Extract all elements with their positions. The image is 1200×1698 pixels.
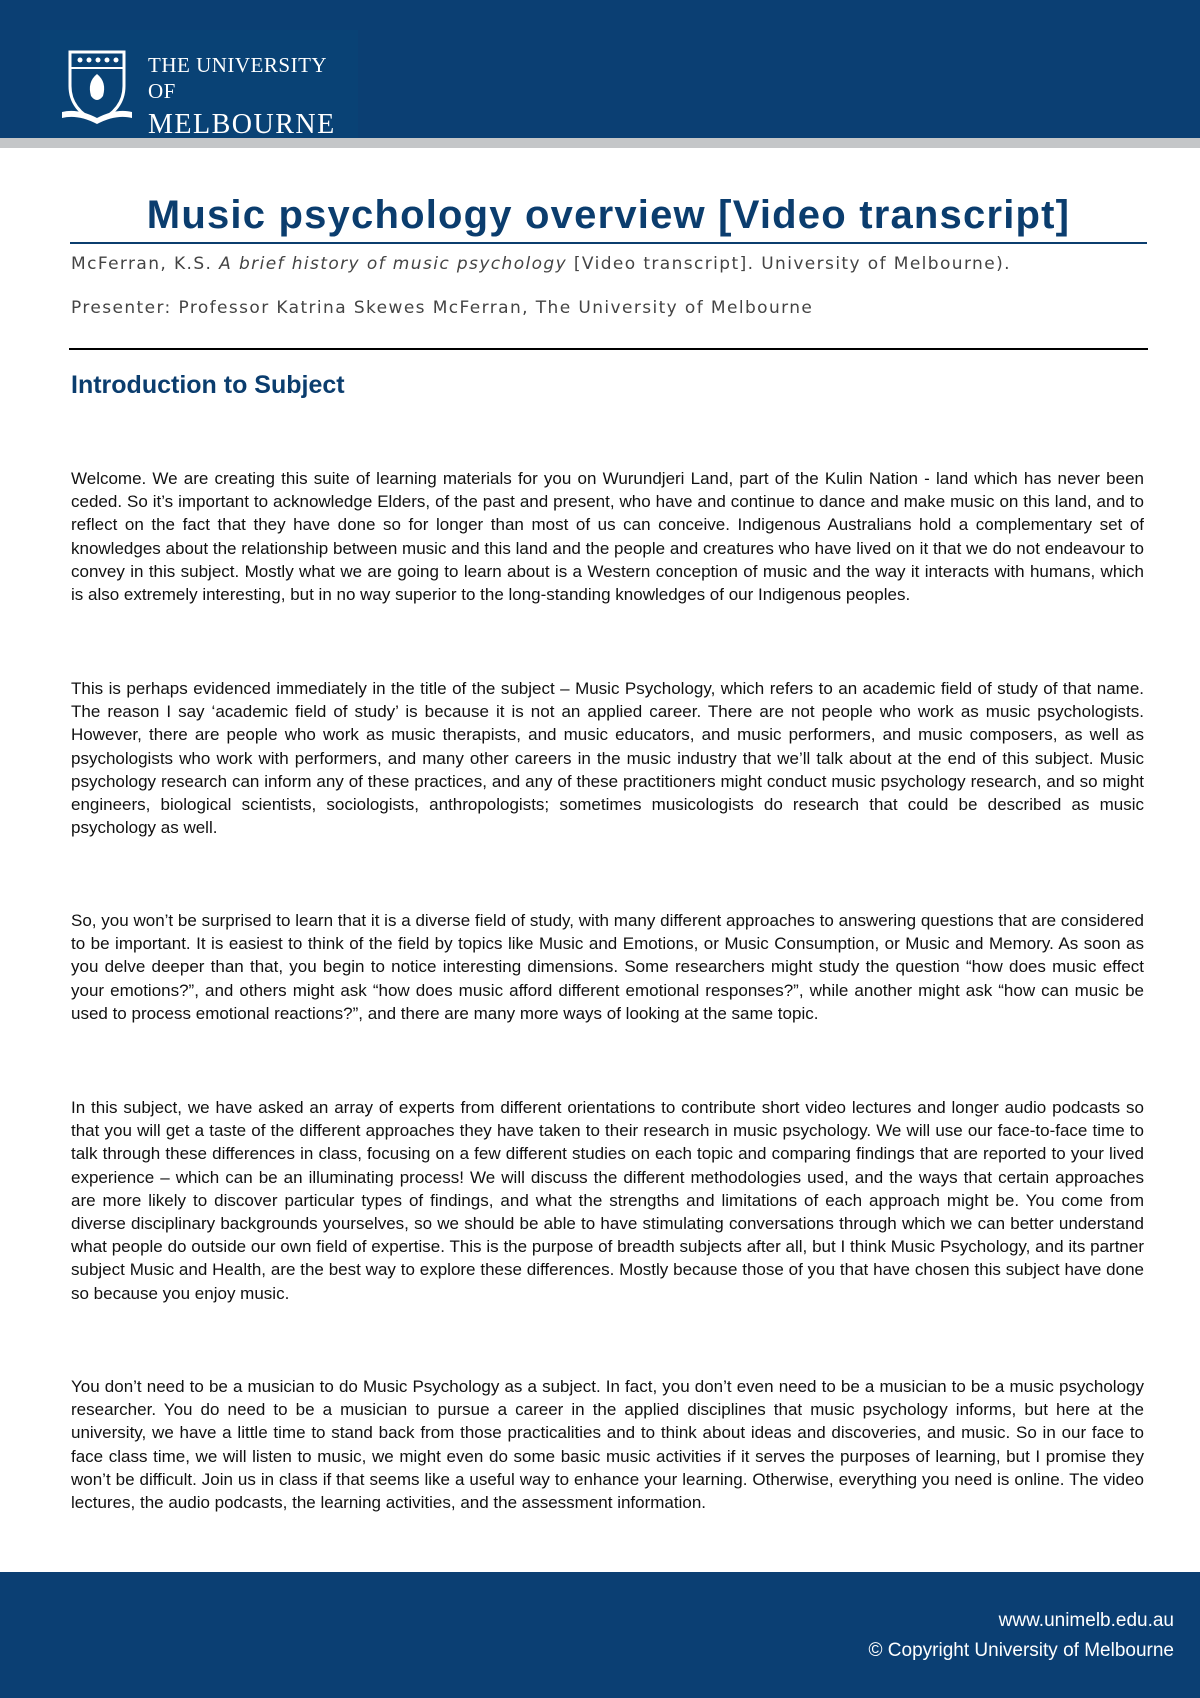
- transcript-paragraph: Welcome. We are creating this suite of learning materials for you on Wurundjeri Land, part of the Kulin Nation - land which has never been ceded. So it’s important to acknowledge Elders, of the past and present, who have and continue to dance and make music on this land, and to reflect on the fact that they have done so for longer than most of us can conceive. Indigenous Australians hold a complementary set of knowledges about the relationship between music and this land and the people and creatures who have lived on it that we do not endeavour to convey in this subject. Mostly what we are going to learn about is a Western conception of music and the way it interacts with humans, which is also extremely interesting, but in no way superior to the long-standing knowledges of our Indigenous peoples.: [71, 469, 1144, 605]
- logo-wordmark: [148, 52, 358, 142]
- title-underline: [70, 242, 1147, 244]
- citation-source: [Video transcript]. University of Melbourne).: [567, 254, 1011, 274]
- document-title: Music psychology overview [Video transcript]: [146, 193, 1071, 237]
- logo-line-2: MELBOURNE: [148, 109, 336, 140]
- transcript-paragraph: In this subject, we have asked an array of experts from different orientations to contribute short video lectures and longer audio podcasts so that you will get a taste of the different approaches they have taken to their research in music psychology. We will use our face-to-face time to talk through these differences in class, focusing on a few different studies on each topic and comparing findings that are reported to your lived experience – which can be an illuminating process! We will discuss the different methodologies used, and the ways that certain approaches are more likely to discover particular types of findings, and what the strengths and limitations of each approach might be. You come from diverse disciplinary backgrounds yourselves, so we should be able to have stimulating conversations through which we can better understand what people do outside our own field of expertise. This is the purpose of breadth subjects after all, but I think Music Psychology, and its partner subject Music and Health, are the best way to explore these differences. Mostly because those of you that have chosen this subject have done so because you enjoy music.: [71, 1098, 1144, 1303]
- transcript-paragraph: You don’t need to be a musician to do Music Psychology as a subject. In fact, you don’t even need to be a musician to be a music psychology researcher. You do need to be a musician to pursue a career in the applied disciplines that music psychology informs, but here at the university, we have a little time to stand back from those practicalities and to think about ideas and discoveries, and music. So in our face to face class time, we will listen to music, we might even do some basic music activities if it serves the purposes of learning, but I promise they won’t be difficult. Join us in class if that seems like a useful way to enhance your learning. Otherwise, everything you need is online. The video lectures, the audio podcasts, the learning activities, and the assessment information.: [71, 1377, 1144, 1513]
- logo-line-1: THE UNIVERSITY OF: [148, 53, 327, 103]
- citation-author: McFerran, K.S.: [71, 254, 220, 274]
- university-logo: [40, 30, 358, 138]
- presenter-line: Presenter: Professor Katrina Skewes McFerran, The University of Melbourne: [71, 298, 814, 318]
- section-heading: Introduction to Subject: [71, 371, 345, 399]
- transcript-paragraph: So, you won’t be surprised to learn that it is a diverse field of study, with many different approaches to answering questions that are considered to be important. It is easiest to think of the field by topics like Music and Emotions, or Music Consumption, or Music and Memory. As soon as you delve deeper than that, you begin to notice interesting dimensions. Some researchers might study the question “how does music effect your emotions?”, and others might ask “how does music afford different emotional responses?”, while another might ask “how can music be used to process emotional reactions?”, and there are many more ways of looking at the same topic.: [71, 911, 1144, 1023]
- footer-website-link[interactable]: www.unimelb.edu.au: [998, 1610, 1174, 1631]
- citation: [71, 252, 1171, 276]
- section-divider: [69, 348, 1148, 350]
- transcript-paragraph: This is perhaps evidenced immediately in the title of the subject – Music Psychology, which refers to an academic field of study of that name. The reason I say ‘academic field of study’ is because it is not an applied career. There are not people who work as music psychologists. However, there are people who work as music therapists, and music educators, and music performers, and music composers, as well as psychologists who work with performers, and many other careers in the music industry that we’ll talk about at the end of this subject. Music psychology research can inform any of these practices, and any of these practitioners might conduct music psychology research, and so might engineers, biological scientists, sociologists, anthropologists; sometimes musicologists do research that could be described as music psychology as well.: [71, 679, 1144, 838]
- footer-band: [0, 1572, 1200, 1698]
- citation-title: A brief history of music psychology: [219, 254, 568, 274]
- university-crest-icon: [58, 46, 136, 126]
- footer-copyright: © Copyright University of Melbourne: [868, 1640, 1174, 1661]
